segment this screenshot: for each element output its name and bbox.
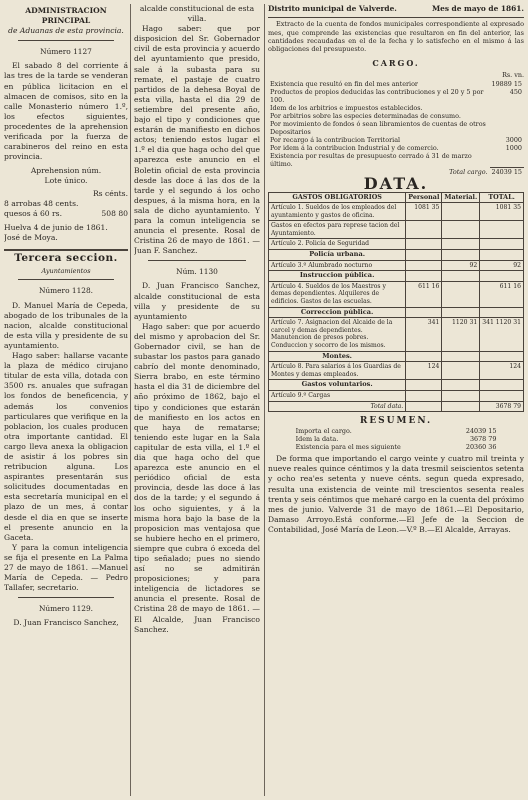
notice-body: D. Juan Francisco Sanchez, alcalde constitucional de esta villa y presidente de su ayuntamiento [134, 281, 260, 321]
apprehension-label: Aprehension núm. [30, 166, 102, 176]
cargo-value: 19889 15 [491, 79, 522, 88]
notice-subheader: de Aduanas de esta provincia. [8, 26, 124, 36]
header-gastos: GASTOS OBLIGATORIOS [269, 192, 406, 203]
data-personal [406, 221, 442, 239]
lote-label: Lote único. [44, 176, 88, 186]
resumen-value: 3678 79 [469, 435, 497, 444]
divider [18, 597, 114, 598]
data-total-value: 3678 79 [480, 401, 524, 412]
data-row [269, 390, 524, 401]
resumen-label: Importa el cargo. [295, 427, 352, 436]
column-divider [130, 4, 131, 796]
item-line-1: 8 arrobas 48 cents. [4, 198, 79, 208]
empty-cell [480, 351, 524, 362]
notice-body: El sabado 8 del corriente á las tres de la tarde se venderan en pública licitacion en el almacen de comisos, sito en la calle Monasterio número 1.º, los efectos siguientes, procedentes de la aprehension verificada por la fuerza de carabineros del reino en esta provincia. [4, 61, 128, 162]
notice-number: Número 1129. [38, 604, 94, 614]
data-total: 1081 35 [480, 203, 524, 221]
notice-header: ADMINISTRACION PRINCIPAL [25, 6, 107, 26]
notice-number: Número 1127 [40, 47, 92, 57]
signer: José de Moya. [4, 232, 58, 242]
cargo-label: Existencia que resultó en fin del mes anterior [270, 79, 418, 88]
data-total: 611 16 [480, 281, 524, 307]
cargo-row [268, 112, 524, 120]
data-row [269, 221, 524, 239]
cargo-label: Por movimiento de fondos ó sean libramientos de cuentas de otros Depositarios [270, 119, 486, 136]
empty-cell [480, 250, 524, 261]
data-row [269, 239, 524, 250]
data-material: 92 [442, 260, 480, 271]
data-personal [406, 260, 442, 271]
data-material [442, 203, 480, 221]
divider [268, 17, 524, 18]
empty-cell [442, 307, 480, 318]
data-section-row [269, 351, 524, 362]
data-total [480, 239, 524, 250]
resumen-row [294, 435, 499, 443]
notice-body: Hago saber: que por acuerdo del mismo y aprobacion del Sr. Gobernador civil, se han de subastar los pastos para ganado cabrío del monte denominado, Sierra brabo, en este término hasta el dia 31 de diciembre del año próximo de 1862, bajo el tipo y condiciones que estarán de manifiesto en los actos en que haya de rematarse; teniendo este lugar en la Sala capitular de esta villa, el 1.º el dia que haga ocho del que aparezca este anuncio en el periódico oficial de esta provincia, desde las doce á las dos de la tarde; y el segundo á los ocho siguientes, y á la misma hora bajo la base de la proposicion mas ventajosa que se hubiere hecho en el primero, siempre que cubra ó exceda del tipo señalado; pues no siendo así no se admitirán proposiciones; y para inteligencia de lictadores se anuncia el presente. Rosal de Cristina 28 de mayo de 1861. —El Alcalde, Juan Francisco Sanchez. [134, 321, 260, 634]
data-material [442, 362, 480, 380]
header-personal: Personal [406, 192, 442, 203]
cargo-total-label: Total cargo. [449, 167, 488, 176]
cargo-value: 1000 [505, 143, 522, 152]
data-row [269, 318, 524, 351]
empty-cell [480, 271, 524, 282]
data-label: Artículo 3.º Alumbrado nocturno [269, 260, 406, 271]
cargo-row [268, 88, 524, 104]
data-personal: 611 16 [406, 281, 442, 307]
currency-label: Rs. vn. [502, 70, 524, 79]
resumen-value: 24039 15 [465, 427, 497, 436]
empty-cell [442, 380, 480, 391]
empty-cell [406, 271, 442, 282]
data-personal: 124 [406, 362, 442, 380]
rs-cents-label: Rs cénts. [92, 188, 128, 198]
cargo-table [268, 80, 524, 177]
resumen-table [294, 427, 499, 451]
data-section-label: Correccion pública. [269, 307, 406, 318]
cargo-row [268, 144, 524, 152]
cargo-value: 3000 [505, 135, 522, 144]
cargo-total-value: 24039 15 [491, 168, 522, 177]
notice-body: Y para la comun inteligencia se fija el presente en La Palma 27 de mayo de 1861. —Manuel María de Cepeda. — Pedro Tallafer, secretario. [4, 542, 128, 593]
empty-cell [442, 351, 480, 362]
cargo-value [490, 104, 525, 112]
empty-cell [442, 271, 480, 282]
account-header [268, 4, 524, 14]
data-section-row [269, 271, 524, 282]
data-label: Artículo 4. Sueldos de los Maestros y demas dependientes. Alquileres de edificios. Gastos de las escuelas. [269, 281, 406, 307]
extract-text: Extracto de la cuenta de fondos municipales correspondiente al expresado mes, que comprende las existencias que resultaron en fin del anterior, las cantidades recaudadas en el de la fecha y lo satisfecho en el mismo á las obligaciones del presupuesto. [268, 20, 524, 54]
data-label: Artículo 1. Sueldos de los empleados del ayuntamiento y gastos de oficina. [269, 203, 406, 221]
data-total-row [269, 401, 524, 412]
data-title: DATA. [363, 174, 429, 194]
notice-body: D. Manuel María de Cepeda, abogado de los tribunales de la nacion, alcalde constitucional de esta villa y presidente de su ayuntamiento. [4, 300, 128, 350]
cargo-row [268, 104, 524, 112]
item-label: quesos á 60 rs. [4, 208, 62, 218]
notice-body: alcalde constitucional de esta villa. [139, 4, 255, 24]
header-total: TOTAL. [480, 192, 524, 203]
empty-cell [480, 307, 524, 318]
notice-body: Hago saber: hallarse vacante la plaza de médico cirujano titular de esta villa, dotada con 3500 rs. anuales que sufragan los fondos de beneficencia, y además los convenios particulares que verifique en la poblacion, los cuales producen otra importante cantidad. El cargo lleva anexa la obligacion de asistir á los pobres sin retribucion alguna. Los aspirantes presentarán sus solicitudes documentadas en esta secretaría municipal en el plazo de un mes, á contar desde el dia en que se inserte el presente anuncio en la Gaceta. [4, 351, 128, 542]
empty-cell [406, 380, 442, 391]
cargo-label: Por idem á la contribucion Industrial y de comercio. [270, 143, 439, 152]
item-line-2 [4, 209, 128, 219]
divider [18, 279, 114, 280]
cargo-label: Por recargo á la contribucion Territorial [270, 135, 401, 144]
double-rule [4, 249, 128, 251]
closing-text: De forma que importando el cargo veinte y cuatro mil treinta y nueve reales quince céntimos y la data tresmil seiscientos setenta y ocho rea'es setenta y nueve cénts. segun queda expresado, resulta una existencia de veinte mil trescientos sesenta reales trenta y seis céntimos que meharé cargo en la cuenta del próximo mes de junio. Valverde 31 de mayo de 1861.—El Depositario, Damaso Arroyo.Está conforme.—El Jefe de la Seccion de Contabilidad, José María de Leon.—V.º B.—El Alcalde, Arrayas. [268, 454, 524, 534]
data-section-label: Instruccion pública. [269, 271, 406, 282]
empty-cell [406, 250, 442, 261]
empty-cell [480, 380, 524, 391]
cargo-title: CARGO. [372, 57, 420, 68]
empty-cell [406, 351, 442, 362]
data-personal: 341 [406, 318, 442, 351]
data-section-label: Montes. [269, 351, 406, 362]
cargo-row [268, 80, 524, 88]
data-label: Gastos en efectos para represe tacion del Ayuntamiento. [269, 221, 406, 239]
resumen-row [294, 443, 499, 451]
data-material [442, 221, 480, 239]
column-left [4, 4, 128, 796]
section-title: Tercera seccion. [14, 251, 118, 264]
cargo-value [490, 152, 525, 168]
resumen-label: Idem la data. [295, 435, 339, 444]
data-material [442, 239, 480, 250]
cargo-row [268, 152, 524, 168]
cargo-label: Por arbitrios sobre las especies determinadas de consumo. [270, 111, 461, 120]
data-header-row [269, 192, 524, 203]
data-section-label: Gastos voluntarios. [269, 380, 406, 391]
dateline: Huelva 4 de junio de 1861. [4, 222, 108, 232]
data-section-row [269, 380, 524, 391]
cargo-label: Existencia por resultas de presupuesto cerrado á 31 de marzo último. [270, 151, 472, 168]
cargo-label: Productos de propios deducidas las contribuciones y el 20 y 5 por 100. [270, 87, 484, 104]
data-personal [406, 390, 442, 401]
data-total: 341 1120 31 [480, 318, 524, 351]
notice-body: D. Juan Francisco Sanchez, [13, 618, 119, 628]
district-label: Distrito municipal de Valverde. [268, 4, 397, 13]
data-personal: 1081 35 [406, 203, 442, 221]
data-material: 1120 31 [442, 318, 480, 351]
data-row [269, 260, 524, 271]
cargo-label: Idem de los arbitrios e impuestos establecidos. [270, 103, 423, 112]
data-section-row [269, 250, 524, 261]
data-table [268, 192, 524, 413]
data-label: Artículo 9.º Cargas [269, 390, 406, 401]
data-total [480, 221, 524, 239]
cargo-value [490, 120, 525, 136]
data-row [269, 203, 524, 221]
data-label: Artículo 2. Policía de Seguridad [269, 239, 406, 250]
data-total [480, 390, 524, 401]
data-personal [406, 239, 442, 250]
resumen-title: RESUMEN. [359, 416, 433, 427]
column-middle [134, 4, 260, 796]
notice-number: Número 1128. [38, 286, 94, 296]
item-value: 508 80 [101, 208, 128, 218]
data-section-row [269, 307, 524, 318]
month-label: Mes de mayo de 1861. [431, 4, 524, 13]
cargo-value: 450 [509, 87, 522, 96]
data-row [269, 281, 524, 307]
data-total: 124 [480, 362, 524, 380]
data-label: Artículo 7. Asignacion del Alcaide de la carcel y demas dependientes. Manutencion de presos pobres. Conduccion y socorro de los mismos. [269, 318, 406, 351]
data-label: Artículo 8. Para salarios á los Guardias de Montes y demas empleados. [269, 362, 406, 380]
column-right [268, 4, 524, 796]
column-divider [264, 4, 265, 796]
data-section-label: Policía urbana. [269, 250, 406, 261]
cargo-row [268, 120, 524, 136]
resumen-label: Existencia para el mes siguiente [295, 443, 401, 452]
resumen-value: 20360 36 [465, 443, 497, 452]
data-row [269, 362, 524, 380]
data-material [442, 390, 480, 401]
empty-cell [406, 307, 442, 318]
empty-cell [442, 250, 480, 261]
section-subtitle: Ayuntamientos [41, 267, 91, 276]
resumen-row [294, 427, 499, 435]
divider [18, 40, 114, 41]
data-material [442, 281, 480, 307]
header-material: Material. [442, 192, 480, 203]
cargo-value [490, 112, 525, 120]
notice-number: Núm. 1130 [176, 267, 218, 277]
data-total: 92 [480, 260, 524, 271]
notice-body: Hago saber: que por disposicion del Sr. Gobernador civil de esta provincia y acuerdo del ayuntamiento que presido, sale á la subasta para su remate, el pastaje de cuatro partidos de la dehesa Boyal de esta villa, hasta el dia 29 de setiembre del presente año, bajo el tipo y condiciones que estarán de manifiesto en dichos actos; teniendo estos lugar el 1.º el dia que haga ocho del que aparezca este anuncio en el Boletin oficial de esta provincia desde las doce á las dos de la tarde y el segundo á los ocho despues, á la misma hora, en la sala de dicho ayuntamiento. Y para la comun inteligencia se anuncia el presente. Rosal de Cristina 26 de mayo de 1861. — Juan F. Sanchez. [134, 24, 260, 256]
data-total-label: Total data. [269, 401, 406, 412]
divider [148, 260, 246, 261]
cargo-row [268, 136, 524, 144]
